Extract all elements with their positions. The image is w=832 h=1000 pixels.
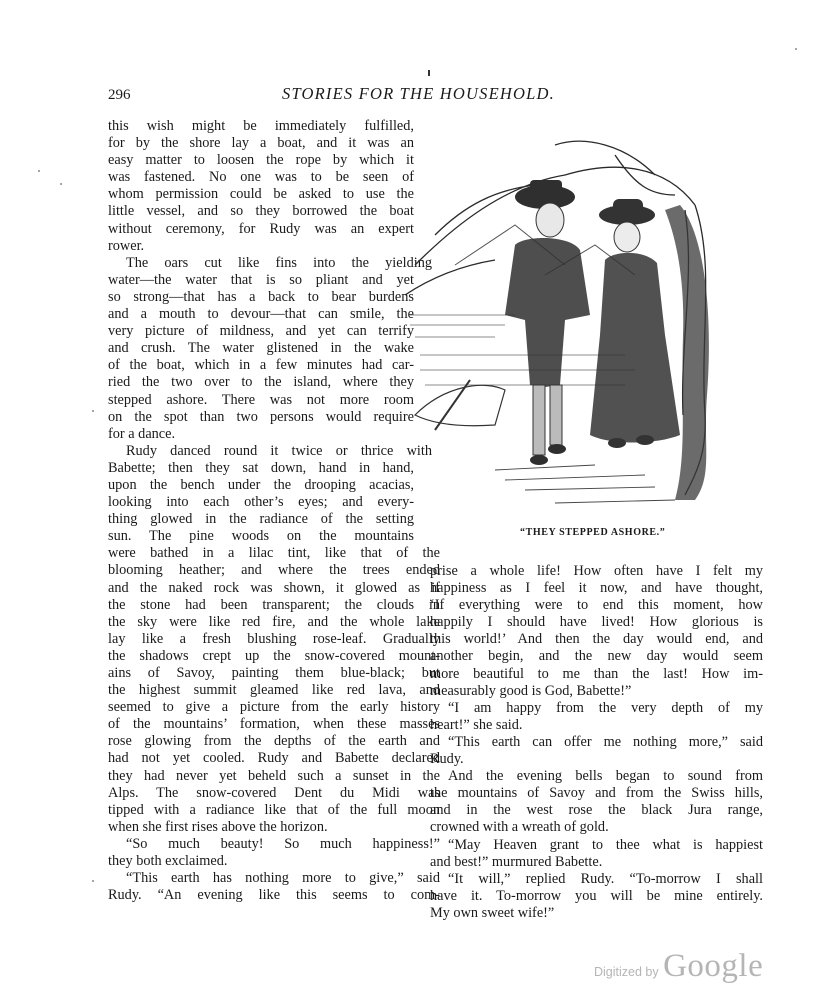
text-line: Babette; then they sat down, hand in hand, — [108, 459, 414, 476]
text-line: crowned with a wreath of gold. — [430, 819, 609, 836]
text-line: “This earth has nothing more to give,” said — [126, 870, 440, 887]
text-line: “This earth can offer me nothing more,” said — [448, 733, 763, 750]
text-line: more beautiful to me than the last! How im- — [430, 665, 763, 682]
text-line: and in the west rose the black Jura range, — [430, 802, 763, 819]
text-line: very picture of mildness, and yet can terrify — [108, 323, 414, 340]
margin-speck — [38, 170, 40, 172]
text-line: happily I should have lived! How glorious is — [430, 614, 763, 631]
text-line: was fastened. No one was to be seen of — [108, 169, 414, 186]
text-line: they both exclaimed. — [108, 853, 228, 870]
text-line: this world!’ And then the day would end, and — [430, 631, 763, 648]
text-line: this wish might be immediately fulfilled, — [108, 118, 414, 134]
watermark-prefix: Digitized by — [594, 965, 659, 979]
text-line: little vessel, and so they borrowed the boat — [108, 203, 414, 220]
margin-speck — [795, 48, 797, 50]
running-title: STORIES FOR THE HOUSEHOLD. — [282, 84, 555, 103]
text-line: stepped ashore. There was not more room — [108, 391, 414, 408]
text-line: rose glowing from the depths of the earth and — [108, 733, 440, 750]
text-line: blooming heather; and where the trees ended — [108, 562, 440, 579]
text-line: heart!” she said. — [430, 716, 523, 733]
text-line: Rudy. “An evening like this seems to com- — [108, 887, 440, 904]
text-line: “It will,” replied Rudy. “To-morrow I shall — [448, 870, 763, 887]
text-line: without ceremony, for Rudy was an expert — [108, 220, 414, 237]
text-line: and crush. The water glistened in the wake — [108, 340, 414, 357]
text-line: the sky were like red fire, and the whole lake — [108, 613, 440, 630]
text-line: rower. — [108, 237, 145, 254]
text-line: and best!” murmured Babette. — [430, 853, 603, 870]
text-line: and the naked rock was shown, it glowed as if — [108, 579, 440, 596]
text-line: so strong—that has a back to bear burdens — [108, 288, 414, 305]
page-number: 296 — [108, 87, 131, 103]
margin-speck — [92, 410, 94, 412]
text-line: prise a whole life! How often have I felt my — [430, 563, 763, 579]
google-logo-text: Google — [663, 948, 764, 984]
text-line: for by the shore lay a boat, and it was an — [108, 135, 414, 152]
text-line: Rudy. — [430, 751, 464, 768]
text-line: on the spot than two persons would require — [108, 408, 414, 425]
illustration-they-stepped-ashore — [395, 115, 735, 515]
text-line: Alps. The snow-covered Dent du Midi was — [108, 784, 440, 801]
text-line: the highest summit gleamed like red lava, and — [108, 682, 440, 699]
text-line: water—the water that is so pliant and yet — [108, 271, 414, 288]
text-line: lay like a fresh blushing rose-leaf. Gradually — [108, 630, 440, 647]
text-line: “So much beauty! So much happiness!” — [126, 835, 440, 852]
ground-hatching — [495, 465, 675, 503]
text-line: tipped with a radiance like that of the full moon — [108, 801, 440, 818]
text-line: ains of Savoy, painting them blue-black; but — [108, 665, 440, 681]
illustration-caption: “THEY STEPPED ASHORE.” — [520, 527, 666, 538]
text-line: ‘If everything were to end this moment, how — [430, 597, 763, 614]
text-line: The oars cut like fins into the yielding — [126, 254, 432, 271]
text-line: whom permission could be asked to use the — [108, 186, 414, 203]
text-line: And the evening bells began to sound from — [448, 768, 763, 785]
text-line: of the boat, which in a few minutes had car- — [108, 357, 414, 374]
margin-speck — [60, 183, 62, 185]
text-line: My own sweet wife!” — [430, 904, 555, 921]
text-line: Rudy danced round it twice or thrice with — [126, 442, 432, 459]
digitized-by-google-watermark — [594, 948, 763, 985]
tree-trunk — [665, 205, 709, 500]
text-line: “I am happy from the very depth of my — [448, 699, 763, 716]
text-line: the mountains of Savoy and from the Swiss hills, — [430, 785, 763, 802]
print-mark — [428, 70, 430, 76]
right-column — [430, 563, 763, 922]
margin-speck — [92, 880, 94, 882]
text-line: the stone had been transparent; the clouds in — [108, 596, 440, 613]
text-line: and a mouth to devour—that can smile, the — [108, 306, 414, 323]
text-line: were bathed in a lilac tint, like that of the — [108, 545, 440, 562]
text-line: for a dance. — [108, 425, 176, 442]
text-line: easy matter to loosen the rope by which it — [108, 152, 414, 169]
text-line: they had never yet beheld such a sunset in the — [108, 767, 440, 784]
text-line: the shadows crept up the snow-covered mount- — [108, 647, 440, 664]
text-line: had not yet cooled. Rudy and Babette declared — [108, 750, 440, 767]
woman-figure — [590, 199, 680, 448]
text-line: looking into each other’s eyes; and every- — [108, 494, 414, 511]
text-line: upon the bench under the drooping acacias, — [108, 476, 414, 493]
boat — [415, 380, 505, 430]
text-line: sun. The pine woods on the mountains — [108, 528, 414, 545]
text-line: of the mountains’ formation, when these masses — [108, 716, 440, 733]
man-figure — [505, 180, 590, 465]
left-column — [108, 118, 440, 904]
text-line: when she first rises above the horizon. — [108, 818, 328, 835]
text-line: have it. To-morrow you will be mine entirely. — [430, 887, 763, 904]
text-line: seemed to give a picture from the early history — [108, 699, 440, 716]
text-line: thing glowed in the radiance of the setting — [108, 511, 414, 528]
text-line: ried the two over to the island, where they — [108, 374, 414, 391]
text-line: another begin, and the new day would seem — [430, 648, 763, 665]
text-line: measurably good is God, Babette!” — [430, 682, 632, 699]
text-line: happiness as I feel it now, and have thought, — [430, 580, 763, 597]
text-line: “May Heaven grant to thee what is happiest — [448, 836, 763, 853]
